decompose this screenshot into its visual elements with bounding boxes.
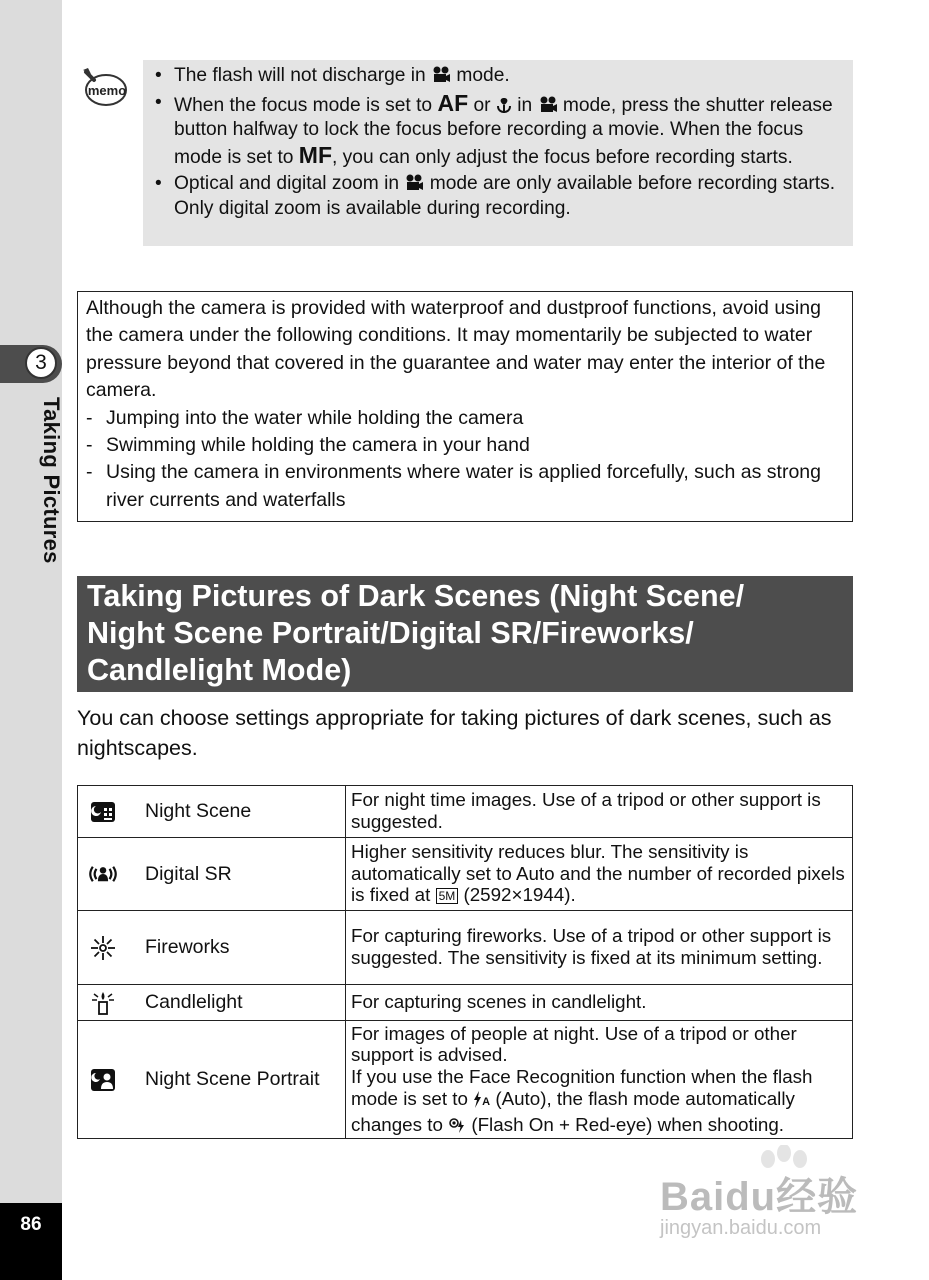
mf-label: MF <box>298 141 333 168</box>
page-number: 86 <box>20 1214 42 1235</box>
mode-name: Fireworks <box>145 936 230 958</box>
memo-box <box>143 60 853 246</box>
table-row <box>78 786 853 838</box>
night-scene-icon <box>90 801 116 823</box>
table-row <box>78 911 853 985</box>
chapter-sidebar <box>0 0 62 1280</box>
candlelight-icon <box>90 990 116 1016</box>
mode-description: For capturing scenes in candlelight. <box>346 985 853 1021</box>
fireworks-icon <box>90 935 116 961</box>
mode-table <box>77 785 853 1139</box>
watermark-text: Baidu经验 <box>660 1175 859 1219</box>
mode-description: For images of people at night. Use of a tripod or other support is advised. If you use the Face Recognition function when the flash mode is set to A (Auto), the flash mode automatically changes to (Flash On + Red-eye) when shooting. <box>346 1021 853 1139</box>
chapter-title: Taking Pictures <box>39 397 64 564</box>
macro-flower-icon <box>496 96 512 114</box>
mode-description: For capturing fireworks. Use of a tripod or other support is suggested. The sensitivity is fixed at its minimum setting. <box>346 911 853 985</box>
mode-description: Higher sensitivity reduces blur. The sensitivity is automatically set to Auto and the number of recorded pixels is fixed at 5M (2592×1944). <box>346 838 853 911</box>
movie-mode-icon <box>404 173 424 192</box>
caution-item: - Jumping into the water while holding the camera <box>86 406 524 429</box>
caution-paragraph: Although the camera is provided with waterproof and dustproof functions, avoid using the camera under the following conditions. It may momentarily be subjected to water pressure beyond that covered in the guarantee and water may enter the interior of the camera. <box>86 297 826 402</box>
af-label: AF <box>437 89 469 116</box>
waterproof-caution-box <box>77 291 853 522</box>
caution-item: - Swimming while holding the camera in your hand <box>86 434 530 457</box>
resolution-5m-icon: 5M <box>436 888 459 904</box>
memo-bullet-3: • Optical and digital zoom in mode are only available before recording starts. Only digital zoom is available during recording. <box>155 172 841 221</box>
mode-name: Night Scene <box>145 800 252 822</box>
mode-name: Digital SR <box>145 862 232 885</box>
flash-redeye-icon <box>448 1116 466 1134</box>
flash-auto-icon: A <box>473 1088 490 1109</box>
memo-bullet-2: • When the focus mode is set to AF or in mode, press the shutter release button halfway to lock the focus before recording a movie. When the focus mode is set to MF, you can only adjust the focus before recording starts. <box>155 91 841 171</box>
night-scene-portrait-icon <box>90 1068 116 1092</box>
movie-mode-icon <box>431 65 451 84</box>
movie-mode-icon <box>538 95 558 114</box>
table-row <box>78 985 853 1021</box>
caution-item: - Using the camera in environments where water is applied forcefully, such as strong river currents and waterfalls <box>86 461 821 511</box>
svg-text:memo: memo <box>87 83 127 98</box>
table-row <box>78 838 853 911</box>
section-heading: Taking Pictures of Dark Scenes (Night Scene/ Night Scene Portrait/Digital SR/Fireworks/ Candlelight Mode) <box>77 576 853 692</box>
digital-sr-icon <box>87 861 119 887</box>
section-intro: You can choose settings appropriate for taking pictures of dark scenes, such as nightscapes. <box>77 706 832 760</box>
table-row <box>78 1021 853 1139</box>
watermark-url: jingyan.baidu.com <box>660 1217 822 1239</box>
memo-bullet-1: • The flash will not discharge in mode. <box>155 64 841 89</box>
mode-name: Night Scene Portrait <box>145 1068 320 1090</box>
mode-name: Candlelight <box>145 991 243 1013</box>
memo-icon <box>80 66 128 110</box>
mode-description: For night time images. Use of a tripod or other support is suggested. <box>346 786 853 838</box>
chapter-number: 3 <box>25 347 57 379</box>
